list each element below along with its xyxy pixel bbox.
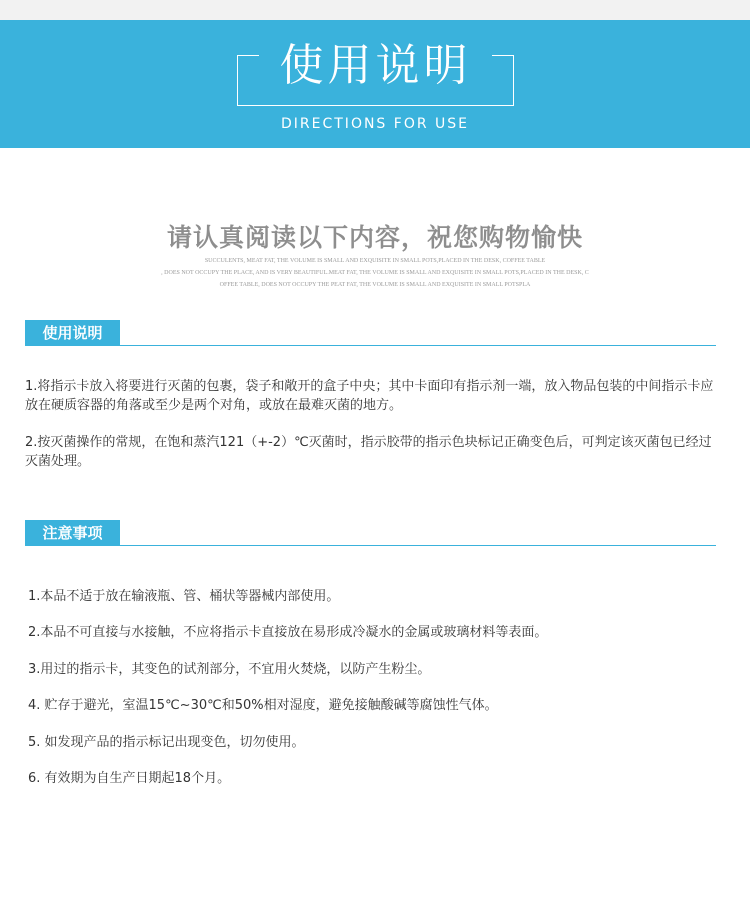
notice-item-4: 4. 贮存于避光，室温15℃~30℃和50%相对湿度，避免接触酸碱等腐蚀性气体。 bbox=[28, 698, 498, 713]
top-strip bbox=[0, 0, 750, 20]
usage-section-divider bbox=[25, 345, 716, 346]
notice-section-tab: 注意事项 bbox=[25, 520, 120, 546]
banner-title: 使用说明 bbox=[279, 40, 472, 91]
notice-item-3: 3.用过的指示卡，其变色的试剂部分，不宜用火焚烧，以防产生粉尘。 bbox=[28, 662, 431, 677]
usage-paragraph-2: 2.按灭菌操作的常规，在饱和蒸汽121（+-2）℃灭菌时，指示胶带的指示色块标记正确变色后，可判定该灭菌包已经过灭菌处理。 bbox=[25, 435, 712, 469]
slogan-heading: 请认真阅读以下内容，祝您购物愉快 bbox=[166, 223, 583, 252]
usage-paragraph-1: 1.将指示卡放入将要进行灭菌的包裹，袋子和敞开的盒子中央；其中卡面印有指示剂一端，放入物品包装的中间指示卡应放在硬质容器的角落或至少是两个对角，或放在最难灭菌的地方。 bbox=[25, 379, 714, 413]
notice-item-1: 1.本品不适于放在输液瓶、管、桶状等器械内部使用。 bbox=[28, 589, 340, 604]
fine-print-line-1: SUCCULENTS, MEAT FAT, THE VOLUME IS SMALL AND EXQUISITE IN SMALL POTS,PLACED IN THE DESK, COFFEE TABLE bbox=[204, 258, 546, 264]
notice-item-2: 2.本品不可直接与水接触，不应将指示卡直接放在易形成冷凝水的金属或玻璃材料等表面。 bbox=[28, 625, 548, 640]
notice-item-5: 5. 如发现产品的指示标记出现变色，切勿使用。 bbox=[28, 735, 305, 750]
fine-print-line-3: OFFEE TABLE, DOES NOT OCCUPY THE PEAT FAT, THE VOLUME IS SMALL AND EXQUISITE IN SMALL POTSPLA bbox=[219, 282, 531, 288]
banner-subtitle: DIRECTIONS FOR USE bbox=[281, 116, 469, 132]
notice-section-divider bbox=[25, 545, 716, 546]
fine-print-line-2: , DOES NOT OCCUPY THE PLACE, AND IS VERY BEAUTIFUL.MEAT FAT, THE VOLUME IS SMALL AND EXQUISITE IN SMALL POTS,PLACED IN THE DESK, C bbox=[161, 270, 589, 276]
notice-item-6: 6. 有效期为自生产日期起18个月。 bbox=[28, 771, 231, 786]
usage-section-tab: 使用说明 bbox=[25, 320, 120, 346]
